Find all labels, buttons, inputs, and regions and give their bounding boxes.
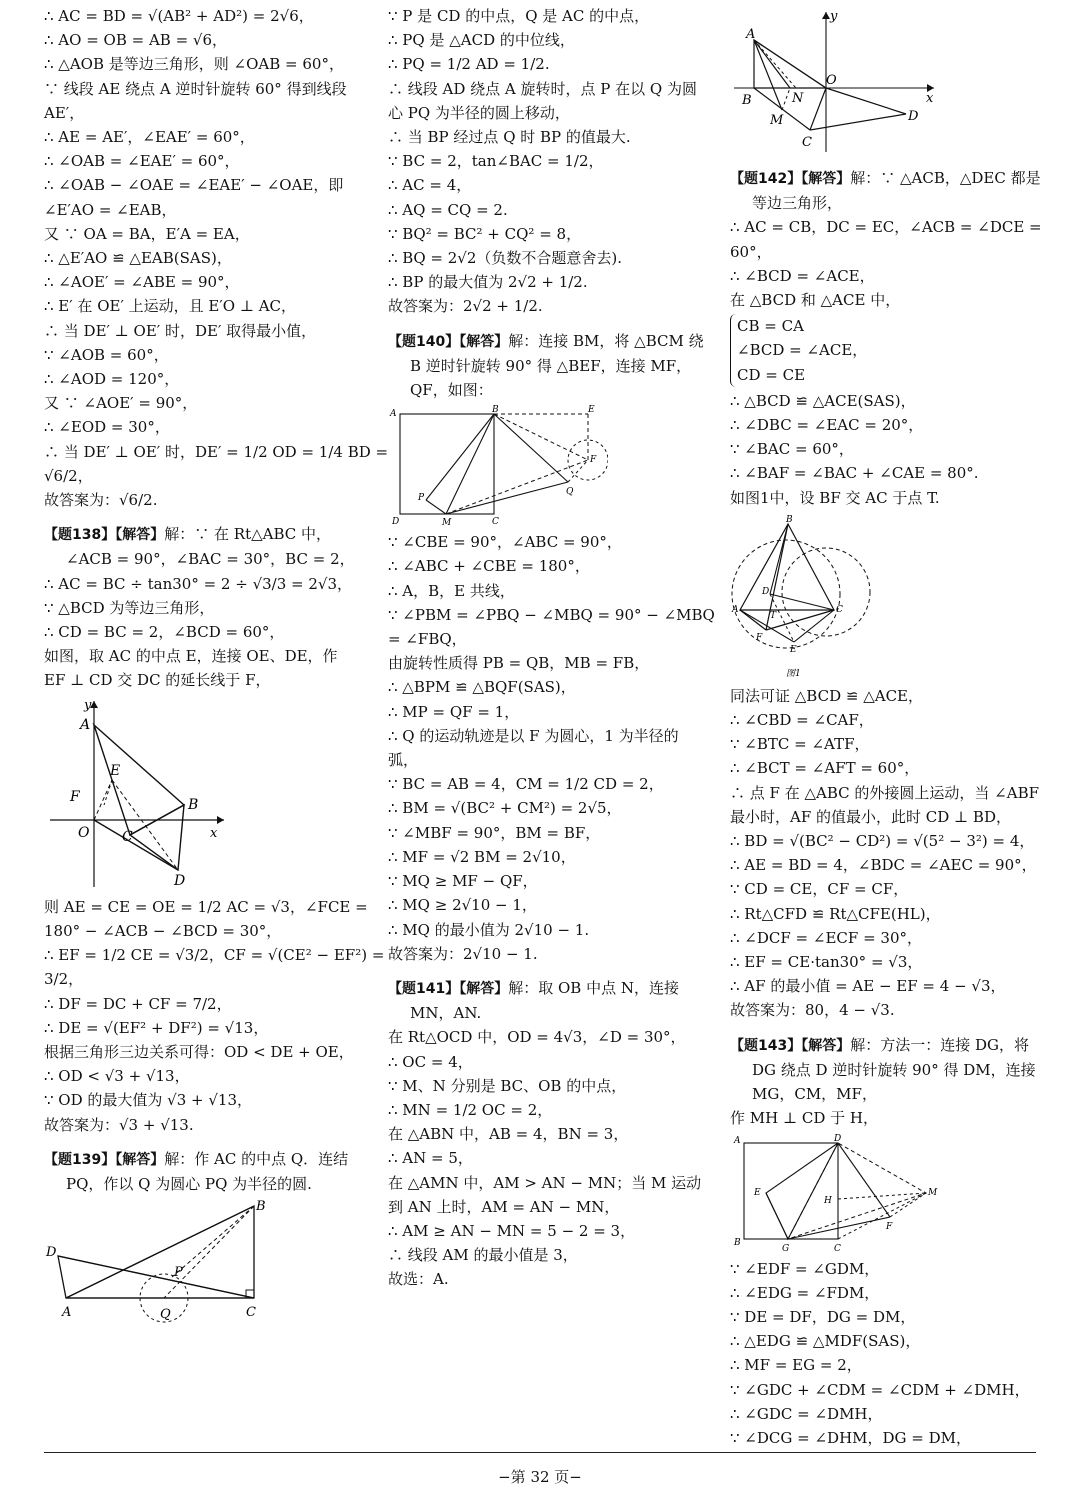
text-line: CD = CE [737, 365, 806, 384]
text-line: ∴ ∠BAF = ∠BAC + ∠CAE = 80°. [730, 464, 979, 483]
text-line: ∴ A，B，E 共线， [388, 581, 515, 600]
label-D: D [834, 1133, 842, 1144]
text-line: ∴ ∠BCD = ∠ACE， [730, 266, 875, 285]
label-B: B [188, 796, 199, 813]
text-line: ∴ MQ 的最小值为 2√10 − 1. [388, 920, 590, 939]
text-line: 故答案为：√6/2. [44, 491, 158, 510]
text-line: ∴ ∠DCF = ∠ECF = 30°， [730, 928, 922, 947]
text-line: ∴ AE = AE′，∠EAE′ = 60°， [44, 128, 255, 147]
label-M: M [770, 113, 784, 128]
text-line: ∴ AM ≥ AN − MN = 5 − 2 = 3， [388, 1221, 636, 1240]
figure-q140 [388, 404, 608, 526]
label-E: E [588, 405, 595, 416]
q139-heading [44, 1147, 362, 1172]
text-line: 同法可证 △BCD ≌ △ACE， [730, 686, 924, 705]
footer-rule [44, 1452, 1036, 1453]
text-line: ∵ MQ ≥ MF − QF， [388, 872, 538, 891]
text-line: ∴ EF = CE·tan30° = √3， [730, 953, 923, 972]
col2-lines-c [388, 1025, 706, 1291]
text-line: ∴ CD = BC = 2，∠BCD = 60°， [44, 623, 285, 642]
text-line: ∴ AN = 5， [388, 1149, 473, 1168]
text-line: 弧， [388, 751, 419, 770]
label-F: F [756, 632, 763, 643]
text-line: ∴ DF = DC + CF = 7/2， [44, 994, 232, 1013]
text-line: ∴ Rt△CFD ≌ Rt△CFE(HL)， [730, 904, 941, 923]
text-line: ∴ ∠BCT = ∠AFT = 60°， [730, 759, 920, 778]
text-line: 心 PQ 为半径的圆上移动， [388, 103, 570, 122]
label-Q: Q [160, 1307, 171, 1323]
label-M: M [928, 1187, 938, 1198]
q142-tag: 【题142】【解答】 [730, 171, 851, 187]
col3-lines-d [730, 1257, 1042, 1451]
text-line: 180° − ∠ACB − ∠BCD = 30°， [44, 921, 282, 940]
text-line: ∴ △BCD ≌ △ACE(SAS)， [730, 391, 916, 410]
text-line: ∴ △E′AO ≌ △EAB(SAS)， [44, 249, 232, 268]
col3-lines-c [730, 684, 1042, 1023]
text-line: 又 ∵ OA = BA，E′A = EA， [44, 224, 250, 243]
label-E: E [754, 1187, 761, 1198]
q141-tag: 【题141】【解答】 [388, 980, 509, 997]
q139-tag: 【题139】【解答】 [44, 1151, 165, 1168]
text-line: ∴ AC = CB，DC = EC，∠ACB = ∠DCE = [730, 218, 1042, 237]
q138-head: 解：∵ 在 Rt△ABC 中， [164, 525, 332, 544]
text-line: = ∠FBQ， [388, 630, 467, 649]
text-line: ∴ AC = BC ÷ tan30° = 2 ÷ √3/3 = 2√3， [44, 574, 353, 593]
col1-lines-a [44, 4, 389, 512]
text-line: ∴ PQ 是 △ACD 的中位线， [388, 31, 575, 50]
text-line: ∴ 线段 AD 绕点 A 旋转时，点 P 在以 Q 为圆 [388, 79, 697, 98]
label-D: D [392, 517, 400, 527]
text-line: 等边三角形， [752, 194, 843, 213]
col1-lines-c [44, 895, 385, 1137]
text-line: ∵ 线段 AE 绕点 A 逆时针旋转 60° 得到线段 [44, 79, 347, 98]
label-F: F [886, 1221, 893, 1232]
text-line: ∴ BP 的最大值为 2√2 + 1/2. [388, 273, 588, 292]
text-line: ∴ MF = EG = 2， [730, 1356, 862, 1375]
q140-heading [388, 329, 706, 354]
text-line: MN，AN. [410, 1004, 482, 1023]
label-P: P [174, 1265, 183, 1281]
text-line: CB = CA [737, 317, 804, 336]
label-F: F [70, 788, 80, 805]
text-line: ∴ ∠OAB − ∠OAE = ∠EAE′ − ∠OAE，即 [44, 176, 344, 195]
label-E: E [110, 762, 121, 779]
text-line: ∵ ∠DCG = ∠DHM，DG = DM， [730, 1428, 972, 1447]
label-C: C [836, 604, 843, 615]
text-line: ∴ BQ = 2√2（负数不合题意舍去). [388, 249, 623, 268]
label-D: D [174, 872, 186, 889]
text-line: 故答案为：80，4 − √3. [730, 1001, 895, 1020]
col3-lines-b [730, 389, 1042, 510]
text-line: ∵ CD = CE，CF = CF， [730, 880, 909, 899]
text-line: ∴ △EDG ≌ △MDF(SAS)， [730, 1332, 921, 1351]
q138-tag: 【题138】【解答】 [44, 527, 165, 544]
text-line: ∴ 点 F 在 △ABC 的外接圆上运动，当 ∠ABF [730, 783, 1039, 802]
text-line: ∴ ∠EOD = 30°， [44, 418, 170, 437]
text-line: ∴ AE = BD = 4，∠BDC = ∠AEC = 90°， [730, 856, 1037, 875]
text-line: 故答案为：2√10 − 1. [388, 944, 538, 963]
text-line: ∴ OD < √3 + √13， [44, 1067, 190, 1086]
text-line: ∴ MQ ≥ 2√10 − 1， [388, 896, 537, 915]
text-line: ∴ ∠OAB = ∠EAE′ = 60°， [44, 152, 240, 171]
text-line: ∴ BM = √(BC² + CM²) = 2√5， [388, 799, 622, 818]
text-line: 由旋转性质得 PB = QB，MB = FB， [388, 654, 650, 673]
text-line: √6/2， [44, 466, 93, 485]
text-line: ∵ M、N 分别是 BC、OB 的中点， [388, 1076, 627, 1095]
text-line: ∵ DE = DF，DG = DM， [730, 1307, 916, 1326]
text-line: ∴ ∠EDG = ∠FDM， [730, 1283, 880, 1302]
text-line: ∴ MP = QF = 1， [388, 702, 520, 721]
text-line: ∵ ∠MBF = 90°，BM = BF， [388, 823, 601, 842]
figure-q139 [44, 1198, 274, 1334]
text-line: ∵ ∠PBM = ∠PBQ − ∠MBQ = 90° − ∠MBQ [388, 605, 715, 624]
label-B: B [734, 1237, 741, 1248]
text-line: 则 AE = CE = OE = 1/2 AC = √3，∠FCE = [44, 897, 368, 916]
figure-q138 [44, 695, 234, 891]
figure-caption: 图1 [786, 668, 801, 679]
label-O: O [826, 73, 837, 88]
label-D: D [762, 586, 770, 597]
text-line: ∵ BQ² = BC² + CQ² = 8， [388, 224, 582, 243]
text-line: QF，如图： [410, 381, 493, 400]
label-G: G [782, 1243, 790, 1253]
column-2 [388, 4, 715, 1292]
text-line: ∴ △AOB 是等边三角形，则 ∠OAB = 60°， [44, 55, 344, 74]
text-line: ∴ Q 的运动轨迹是以 F 为圆心，1 为半径的 [388, 726, 679, 745]
label-B: B [742, 93, 752, 108]
label-Q: Q [566, 487, 574, 498]
text-line: ∴ ∠GDC = ∠DMH， [730, 1404, 883, 1423]
text-line: ∴ AC = 4， [388, 176, 472, 195]
q139-head: 解：作 AC 的中点 Q．连结 [164, 1149, 349, 1168]
label-A: A [732, 604, 739, 615]
label-B: B [492, 405, 499, 416]
text-line: MG，CM，MF， [752, 1085, 877, 1104]
text-line: ∵ ∠BAC = 60°， [730, 440, 854, 459]
text-line: ∴ 线段 AM 的最小值是 3， [388, 1246, 578, 1265]
text-line: 作 MH ⊥ CD 于 H， [730, 1109, 878, 1128]
text-line: ∴ ∠AOE′ = ∠ABE = 90°， [44, 273, 240, 292]
text-line: ∴ 当 BP 经过点 Q 时 BP 的值最大. [388, 128, 631, 147]
text-line: 如图，取 AC 的中点 E，连接 OE、DE，作 [44, 647, 338, 666]
text-line: 故答案为：2√2 + 1/2. [388, 297, 543, 316]
figure-q143 [730, 1133, 950, 1253]
text-line: ∴ AF 的最小值 = AE − EF = 4 − √3， [730, 977, 1006, 996]
label-A: A [80, 716, 91, 733]
text-line: 在 △ABN 中，AB = 4，BN = 3， [388, 1125, 629, 1144]
text-line: 故选：A. [388, 1270, 449, 1289]
text-line: ∴ ∠ABC + ∠CBE = 180°， [388, 557, 590, 576]
label-O: O [78, 824, 90, 841]
text-line: ∵ BC = 2，tan∠BAC = 1/2， [388, 152, 604, 171]
text-line: ∴ 当 DE′ ⊥ OE′ 时，DE′ 取得最小值， [44, 321, 317, 340]
text-line: ∵ ∠GDC + ∠CDM = ∠CDM + ∠DMH， [730, 1380, 1030, 1399]
text-line: ∴ PQ = 1/2 AD = 1/2. [388, 55, 550, 74]
text-line: ∴ OC = 4， [388, 1052, 473, 1071]
text-line: 3/2， [44, 970, 84, 989]
figure-q141 [730, 6, 942, 156]
page-number: −第 32 页− [498, 1468, 582, 1486]
label-N: N [792, 91, 804, 106]
text-line: ∠BCD = ∠ACE， [737, 341, 868, 360]
text-line: 到 AN 上时，AM = AN − MN， [388, 1197, 620, 1216]
text-line: ∴ BD = √(BC² − CD²) = √(5² − 3²) = 4， [730, 832, 1035, 851]
text-line: AE′， [44, 103, 85, 122]
text-line: ∴ EF = 1/2 CE = √3/2，CF = √(CE² − EF²) = [44, 946, 385, 965]
text-line: ∵ ∠AOB = 60°， [44, 345, 169, 364]
text-line: ∴ MN = 1/2 OC = 2， [388, 1100, 553, 1119]
text-line: ∵ △BCD 为等边三角形， [44, 598, 215, 617]
col2-lines-b [388, 530, 715, 966]
text-line: 根据三角形三边关系可得：OD < DE + OE， [44, 1042, 354, 1061]
text-line: ∴ AC = BD = √(AB² + AD²) = 2√6， [44, 7, 314, 25]
text-line: 最小时，AF 的值最小，此时 CD ⊥ BD， [730, 807, 1011, 826]
label-A: A [62, 1305, 72, 1321]
svg-text:y: y [830, 9, 838, 24]
label-A: A [734, 1135, 741, 1146]
text-line: 又 ∵ ∠AOE′ = 90°， [44, 394, 198, 413]
text-line: ∴ DE = √(EF² + DF²) = √13， [44, 1018, 269, 1037]
text-line: 在 Rt△OCD 中，OD = 4√3，∠D = 30°， [388, 1028, 686, 1047]
text-line: 60°， [730, 242, 772, 261]
label-C: C [834, 1243, 841, 1253]
label-M: M [442, 518, 452, 527]
label-D: D [46, 1245, 57, 1261]
system-brace [730, 314, 1042, 387]
text-line: 在 △AMN 中，AM > AN − MN；当 M 运动 [388, 1173, 702, 1192]
text-line: 在 △BCD 和 △ACE 中， [730, 291, 901, 310]
q141-head: 解：取 OB 中点 N，连接 [508, 978, 679, 997]
text-line: ∵ OD 的最大值为 √3 + √13， [44, 1091, 253, 1110]
text-line: ∵ P 是 CD 的中点，Q 是 AC 的中点， [388, 7, 650, 25]
q140-tag: 【题140】【解答】 [388, 333, 509, 350]
text-line: ∠E′AO = ∠EAB， [44, 200, 177, 219]
label-A: A [390, 409, 397, 420]
label-F: F [590, 455, 597, 466]
text-line: PQ，作以 Q 为圆心 PQ 为半径的圆. [66, 1174, 312, 1193]
q142-heading [730, 166, 1042, 191]
text-line: ∴ E′ 在 OE′ 上运动，且 E′O ⊥ AC， [44, 297, 296, 316]
q143-head: 解：方法一：连接 DG，将 [850, 1035, 1030, 1054]
label-T: T [770, 610, 777, 621]
column-1 [44, 4, 389, 1338]
text-line: 如图1中，设 BF 交 AC 于点 T. [730, 488, 940, 507]
label-C: C [122, 828, 133, 845]
q138-heading [44, 522, 362, 547]
text-line: DG 绕点 D 逆时针旋转 90° 得 DM，连接 [752, 1060, 1036, 1079]
q140-head: 解：连接 BM，将 △BCM 绕 [508, 331, 704, 350]
text-line: ∠ACB = 90°，∠BAC = 30°，BC = 2， [66, 550, 355, 569]
text-line: ∴ ∠CBD = ∠CAF， [730, 711, 874, 730]
text-line: 故答案为：√3 + √13. [44, 1115, 194, 1134]
label-B: B [256, 1199, 266, 1215]
label-P: P [418, 493, 425, 504]
q142-head: 解：∵ △ACB，△DEC 都是 [850, 169, 1041, 187]
svg-text:y: y [84, 697, 92, 713]
label-E: E [790, 644, 797, 655]
label-D: D [908, 109, 919, 124]
text-line: ∴ MF = √2 BM = 2√10， [388, 847, 576, 866]
figure-q142 [730, 512, 880, 680]
label-H: H [824, 1195, 832, 1206]
text-line: ∴ ∠AOD = 120°， [44, 370, 180, 389]
text-line: B 逆时针旋转 90° 得 △BEF，连接 MF， [410, 356, 692, 375]
label-A: A [746, 27, 756, 42]
svg-text:x: x [926, 91, 934, 106]
col3-lines-a [730, 215, 1042, 312]
text-line: ∵ ∠CBE = 90°，∠ABC = 90°， [388, 533, 622, 552]
text-line: ∴ AO = OB = AB = √6， [44, 31, 228, 50]
label-C: C [802, 135, 812, 150]
text-line: ∴ ∠DBC = ∠EAC = 20°， [730, 416, 924, 435]
text-line: ∵ ∠BTC = ∠ATF， [730, 735, 870, 754]
text-line: ∴ △BPM ≌ △BQF(SAS)， [388, 678, 576, 697]
svg-text:x: x [210, 825, 218, 841]
q143-heading [730, 1033, 1042, 1058]
text-line: EF ⊥ CD 交 DC 的延长线于 F， [44, 671, 271, 690]
col2-lines-a [388, 4, 706, 319]
text-line: ∴ 当 DE′ ⊥ OE′ 时，DE′ = 1/2 OD = 1/4 BD = [44, 442, 389, 461]
col1-lines-b [44, 572, 362, 693]
text-line: ∴ AQ = CQ = 2. [388, 200, 508, 219]
label-C: C [492, 517, 499, 527]
label-C: C [246, 1305, 256, 1321]
text-line: ∵ BC = AB = 4，CM = 1/2 CD = 2， [388, 775, 664, 794]
q143-tag: 【题143】【解答】 [730, 1037, 851, 1054]
text-line: ∵ ∠EDF = ∠GDM， [730, 1259, 880, 1278]
q141-heading [388, 976, 706, 1001]
column-3 [730, 4, 1042, 1450]
label-B: B [786, 514, 793, 525]
